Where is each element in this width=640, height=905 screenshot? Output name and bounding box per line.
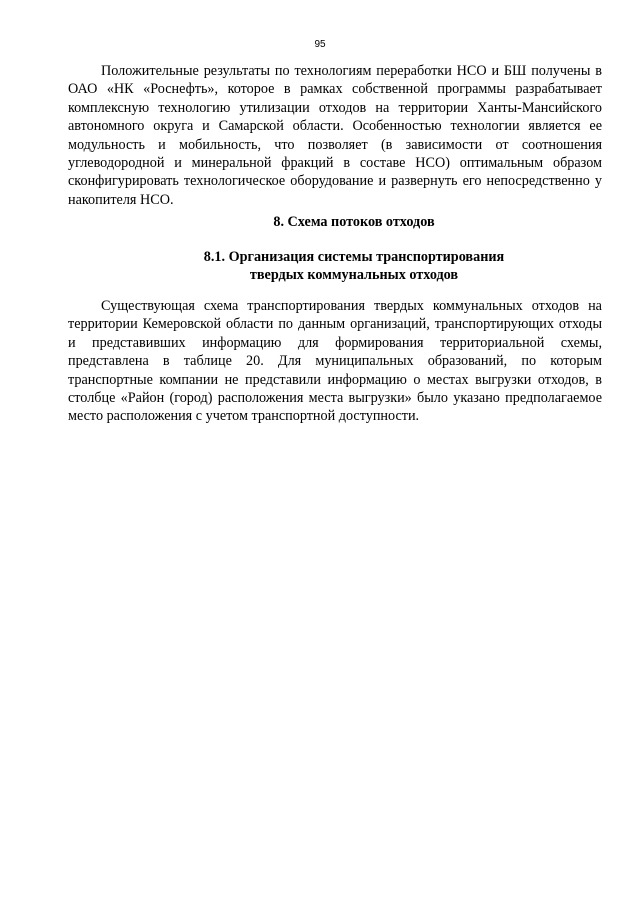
paragraph-intro: Положительные результаты по технологиям переработки НСО и БШ получены в ОАО «НК «Роснефть», которое в рамках собственной программы разрабатывает комплексную технологию утилизации отходов на территории Ханты-Мансийского автономного округа и Самарской области. Особенностью технологии является ее модульность и мобильность, что позволяет (в зависимости от соотношения углеводородной и минеральной фракций в составе НСО) оптимальным образом сконфигурировать технологическое оборудование и развернуть его непосредственно у накопителя НСО.	[68, 63, 602, 208]
paragraph-transport-scheme: Существующая схема транспортирования твердых коммунальных отходов на территории Кемеровской области по данным организаций, транспортирующих отходы и представивших информацию для формирования территориальной схемы, представлена в таблице 20. Для муниципальных образований, по которым транспортные компании не представили информацию о местах выгрузки отходов, в столбце «Район (город) расположения места выгрузки» было указано предполагаемое место расположения с учетом транспортной доступности.	[68, 298, 602, 425]
page-number: 95	[314, 39, 326, 50]
subsection-heading	[68, 248, 640, 284]
section-heading: 8. Схема потоков отходов	[273, 214, 435, 230]
subsection-heading-line2: твердых коммунальных отходов	[249, 267, 459, 283]
subsection-heading-line1: 8.1. Организация системы транспортирования	[203, 249, 505, 265]
